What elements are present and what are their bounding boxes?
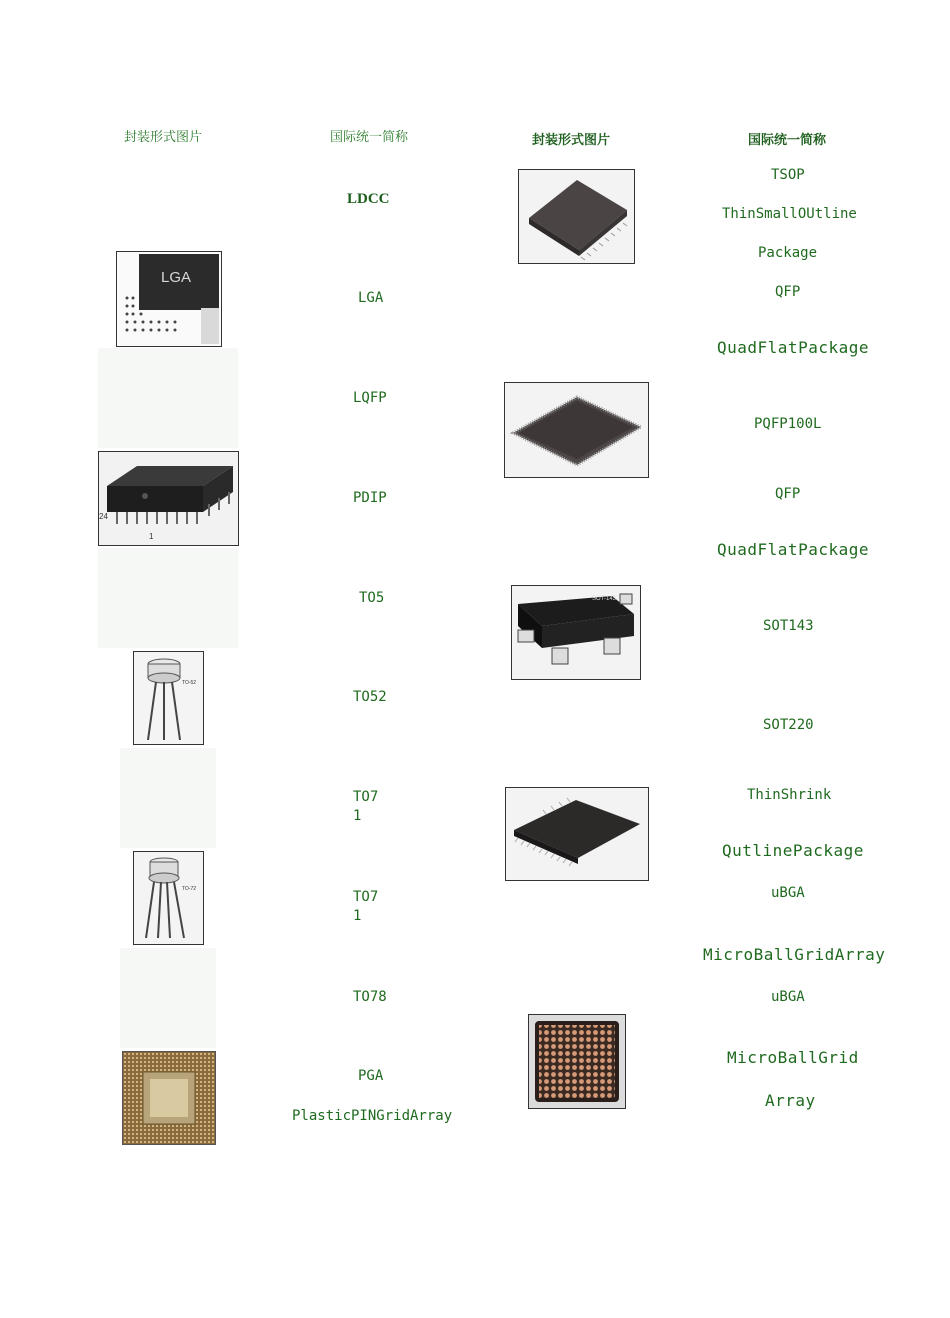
package-name-to52: TO52	[353, 689, 387, 705]
package-desc-qfp-2: QuadFlatPackage	[717, 540, 869, 559]
package-name-tsop: TSOP	[771, 167, 805, 183]
package-desc-thinshrink: QutlinePackage	[722, 841, 864, 860]
package-name-ubga-1: uBGA	[771, 885, 805, 901]
package-desc-ubga-2-line2: Array	[765, 1091, 816, 1110]
package-name-ubga-2: uBGA	[771, 989, 805, 1005]
pga-package-image	[122, 1051, 216, 1145]
tsop-package-image	[518, 169, 635, 264]
sot143-package-image	[511, 585, 641, 680]
package-name-thinshrink: ThinShrink	[747, 787, 832, 803]
package-name-to71-a-line1: TO7	[353, 789, 379, 805]
package-name-pdip: PDIP	[353, 490, 387, 506]
package-name-lqfp: LQFP	[353, 390, 387, 406]
package-name-sot220: SOT220	[763, 717, 814, 733]
image-placeholder-to78	[120, 948, 216, 1048]
package-desc-tsop-line1: ThinSmallOUtline	[722, 206, 857, 222]
package-name-to5: TO5	[359, 590, 385, 606]
pdip-package-image	[98, 451, 239, 546]
package-desc-qfp-1: QuadFlatPackage	[717, 338, 869, 357]
ubga-package-image	[528, 1014, 626, 1109]
package-name-to71-b	[353, 889, 378, 924]
package-desc-pga: PlasticPINGridArray	[292, 1108, 453, 1124]
image-placeholder-lqfp	[98, 348, 238, 448]
package-name-ldcc: LDCC	[347, 191, 390, 207]
package-desc-ubga-1: MicroBallGridArray	[703, 945, 886, 964]
pdip-pin-label-1: 1	[149, 532, 154, 541]
package-name-qfp-1: QFP	[775, 284, 801, 300]
package-name-to71-a	[353, 789, 378, 824]
header-left-image: 封装形式图片	[124, 130, 203, 145]
pdip-pin-label-24: 24	[99, 512, 108, 521]
tssop-package-image	[505, 787, 649, 881]
to52-package-image	[133, 651, 204, 745]
lga-package-image	[116, 251, 222, 347]
package-desc-tsop-line2: Package	[758, 245, 818, 261]
package-desc-ubga-2-line1: MicroBallGrid	[727, 1048, 859, 1067]
image-placeholder-to5	[98, 548, 238, 648]
image-placeholder-to71	[120, 748, 216, 848]
package-name-sot143: SOT143	[763, 618, 814, 634]
to72-package-image	[133, 851, 204, 945]
package-name-lga: LGA	[358, 290, 384, 306]
package-name-to71-a-line2: 1	[353, 808, 362, 824]
pqfp100l-package-image	[504, 382, 649, 478]
to72-chip-marking: TO-72	[182, 886, 197, 892]
header-left-name: 国际统一简称	[330, 130, 409, 145]
package-name-pga: PGA	[358, 1068, 384, 1084]
package-name-to71-b-line1: TO7	[353, 889, 379, 905]
lga-chip-marking: LGA	[161, 269, 192, 286]
package-name-to78: TO78	[353, 989, 387, 1005]
header-right-image: 封装形式图片	[532, 133, 611, 148]
package-name-to71-b-line2: 1	[353, 908, 362, 924]
sot143-chip-marking: SOT-143	[592, 596, 617, 602]
to52-chip-marking: TO-52	[182, 680, 197, 686]
package-name-qfp-2: QFP	[775, 486, 801, 502]
header-right-name: 国际统一简称	[748, 133, 827, 148]
package-name-pqfp100l: PQFP100L	[754, 416, 822, 432]
